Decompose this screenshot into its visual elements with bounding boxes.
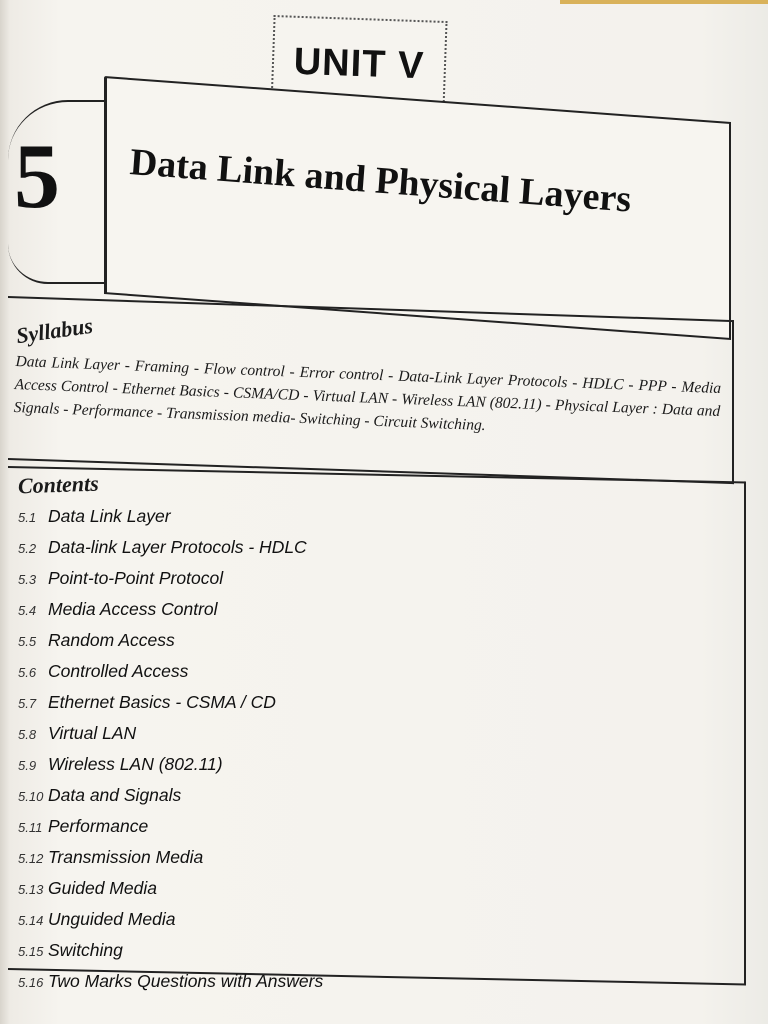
contents-item-number: 5.5 [18,634,37,649]
contents-item-number: 5.9 [18,758,37,773]
contents-item-label: Switching [48,940,123,960]
contents-item-number: 5.2 [18,541,37,556]
contents-item-label: Two Marks Questions with Answers [48,971,324,991]
contents-item [18,971,718,1002]
contents-item [18,878,718,909]
contents-item [18,723,718,754]
contents-item-number: 5.13 [18,882,44,897]
contents-item [18,816,718,847]
contents-item-label: Transmission Media [48,847,204,867]
contents-item-number: 5.11 [18,820,43,835]
contents-item-label: Controlled Access [48,661,189,681]
contents-item-label: Performance [48,816,149,836]
contents-item [18,909,718,940]
contents-item [18,537,718,568]
unit-title: UNIT V [293,40,425,87]
contents-item-label: Random Access [48,630,175,650]
contents-item-label: Data Link Layer [48,506,171,526]
contents-item-number: 5.14 [18,913,44,928]
contents-item-number: 5.8 [18,727,37,742]
contents-list [18,506,718,1002]
contents-item-number: 5.16 [18,975,44,990]
contents-item-label: Point-to-Point Protocol [48,568,224,588]
contents-item [18,661,718,692]
contents-item-label: Ethernet Basics - CSMA / CD [48,692,276,712]
syllabus-heading: Syllabus [14,312,95,349]
contents-item-label: Data and Signals [48,785,182,805]
contents-item-number: 5.4 [18,603,37,618]
contents-item-label: Virtual LAN [48,723,137,743]
chapter-title-box [104,76,731,340]
contents-item [18,630,718,661]
contents-item [18,599,718,630]
contents-item-number: 5.15 [18,944,44,959]
contents-item [18,568,718,599]
page-top-edge [560,0,768,4]
chapter-number: 5 [14,125,60,227]
contents-heading: Contents [17,470,100,499]
contents-item-number: 5.10 [18,789,44,804]
contents-item-number: 5.7 [18,696,37,711]
contents-item [18,785,718,816]
chapter-title: Data Link and Physical Layers [128,141,633,221]
contents-item-label: Data-link Layer Protocols - HDLC [48,537,307,557]
contents-item-number: 5.1 [18,510,37,525]
contents-item-number: 5.12 [18,851,44,866]
contents-item-label: Wireless LAN (802.11) [48,754,223,774]
syllabus-text: Data Link Layer - Framing - Flow control - Error control - Data-Link Layer Protocols - HDLC - PPP - Media Access Control - Ethernet Basics - CSMA/CD - Virtual LAN - Wireless LAN (802.11) - Physical Layer : Data and Signals - Performance - Transmission media- Switching - Circuit Switching. [13,352,722,435]
contents-item-label: Unguided Media [48,909,176,929]
contents-item [18,692,718,723]
contents-item [18,847,718,878]
contents-item-label: Media Access Control [48,599,218,619]
contents-item-number: 5.6 [18,665,37,680]
contents-item-label: Guided Media [48,878,157,898]
contents-item [18,754,718,785]
contents-item [18,940,718,971]
contents-item-number: 5.3 [18,572,37,587]
contents-item [18,506,718,537]
